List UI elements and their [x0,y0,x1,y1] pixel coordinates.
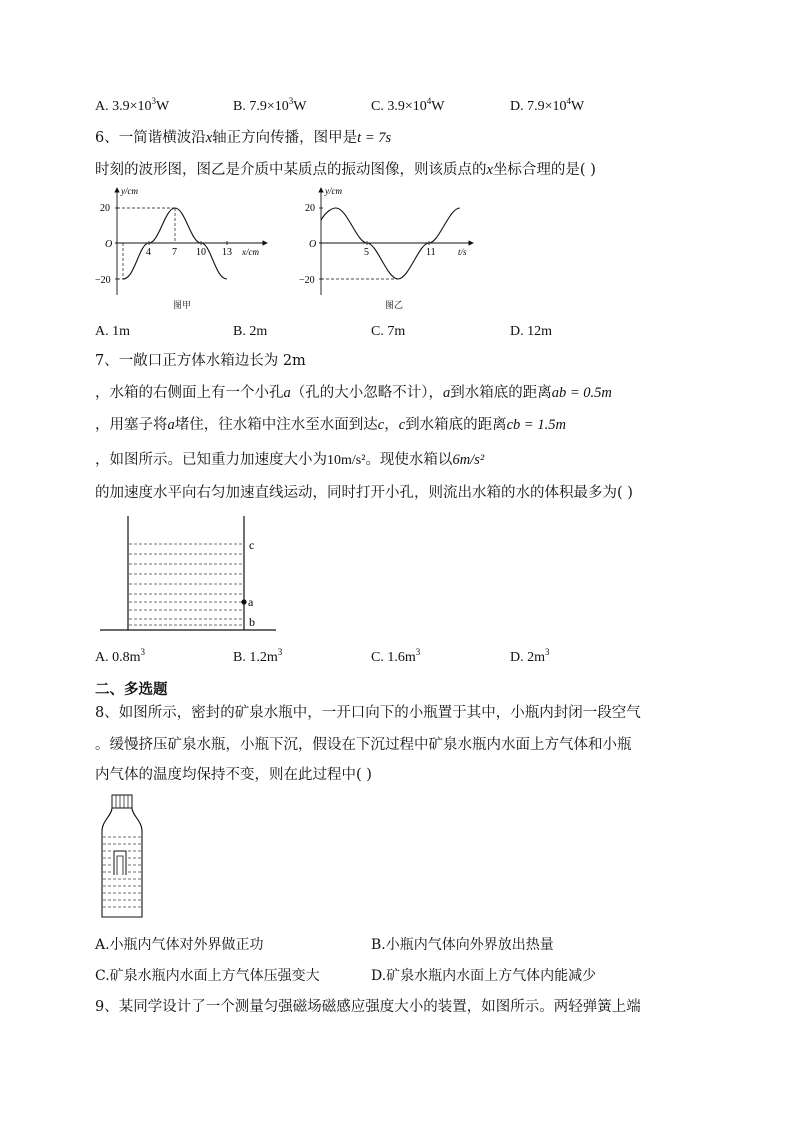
q7-stem-line5: 的加速度水平向右匀加速直线运动，同时打开小孔，则流出水箱的水的体积最多为( ) [95,485,633,501]
q8-stem-line1: 8、如图所示，密封的矿泉水瓶中，一开口向下的小瓶置于其中，小瓶内封闭一段空气 [95,705,641,721]
fig2-ytick-20: 20 [305,203,315,214]
q5-option-b: B. $7.9\times 10^3W$ [233,96,307,114]
q6-fig1-caption: 图甲 [173,301,192,311]
q6-option-a: A. 1m [95,324,131,339]
q7-stem-line1: 7、一敞口正方体水箱边长为 2m [95,353,306,369]
q6-option-c: C. 7m [371,324,406,339]
q7-tank-figure [98,513,278,635]
fig2-xlabel: t/s [458,247,467,257]
fig1-xtick-13: 13 [222,247,232,258]
q5-option-a: A. $3.9\times 10^3W$ [95,96,170,114]
fig1-xlabel: x/cm [242,247,259,257]
q8-stem-line2: 。缓慢挤压矿泉水瓶，小瓶下沉，假设在下沉过程中矿泉水瓶内水面上方气体和小瓶 [95,737,632,753]
q6-figure-yi [295,183,480,303]
q6-stem-line1: 6、一简谐横波沿x轴正方向传播，图甲是t = 7s [95,130,392,146]
q7-label-c: c [249,538,255,552]
q8-bottle-figure [98,793,158,921]
fig1-xtick-10: 10 [196,247,206,258]
q7-option-c: C. $1.6m^3$ [371,647,421,665]
q7-stem-line4: ，如图所示。已知重力加速度大小为10m/s²。现使水箱以6m/s² [95,452,485,468]
q8-option-b: B.小瓶内气体向外界放出热量 [371,937,554,953]
q7-label-b: b [249,615,255,629]
q8-option-c: C.矿泉水瓶内水面上方气体压强变大 [95,968,320,984]
fig1-xtick-4: 4 [146,247,151,258]
q6-option-b: B. 2m [233,324,268,339]
q6-stem-line2: 时刻的波形图，图乙是介质中某质点的振动图像，则该质点的x坐标合理的是( ) [95,162,596,178]
fig2-xtick-11: 11 [426,247,436,258]
section-title-multi-choice: 二、多选题 [95,681,168,698]
q7-option-d: D. $2m^3$ [510,647,550,665]
q5-option-c: C. $3.9\times 10^4W$ [371,96,445,114]
q5-option-d: D. $7.9\times 10^4W$ [510,96,585,114]
q6-fig2-caption: 图乙 [385,301,404,311]
fig2-xtick-5: 5 [364,247,369,258]
q9-stem-line1: 9、某同学设计了一个测量匀强磁场磁感应强度大小的装置，如图所示。两轻弹簧上端 [95,999,641,1015]
fig2-origin: O [309,239,317,250]
q6-figure-jia [95,183,275,303]
fig1-xtick-7: 7 [172,247,177,258]
fig1-ytick-neg20: −20 [95,275,111,286]
fig2-ylabel: y/cm [325,186,342,196]
fig1-ylabel: y/cm [121,186,138,196]
q8-option-d: D.矿泉水瓶内水面上方气体内能减少 [371,968,597,984]
q7-stem-line3: ，用塞子将a堵住，往水箱中注水至水面到达c，c到水箱底的距离cb = 1.5m [95,417,566,433]
q7-label-a: a [248,595,254,609]
q8-option-a: A.小瓶内气体对外界做正功 [95,937,264,953]
q7-stem-line2: ，水箱的右侧面上有一个小孔a（孔的大小忽略不计），a到水箱底的距离ab = 0.5m [95,385,612,401]
fig1-origin: O [105,239,113,250]
q6-option-d: D. 12m [510,324,553,339]
fig1-ytick-20: 20 [100,203,110,214]
fig2-ytick-neg20: −20 [299,275,315,286]
q7-option-a: A. $0.8m^3$ [95,647,146,665]
q7-option-b: B. $1.2m^3$ [233,647,283,665]
q8-stem-line3: 内气体的温度均保持不变，则在此过程中( ) [95,767,372,783]
